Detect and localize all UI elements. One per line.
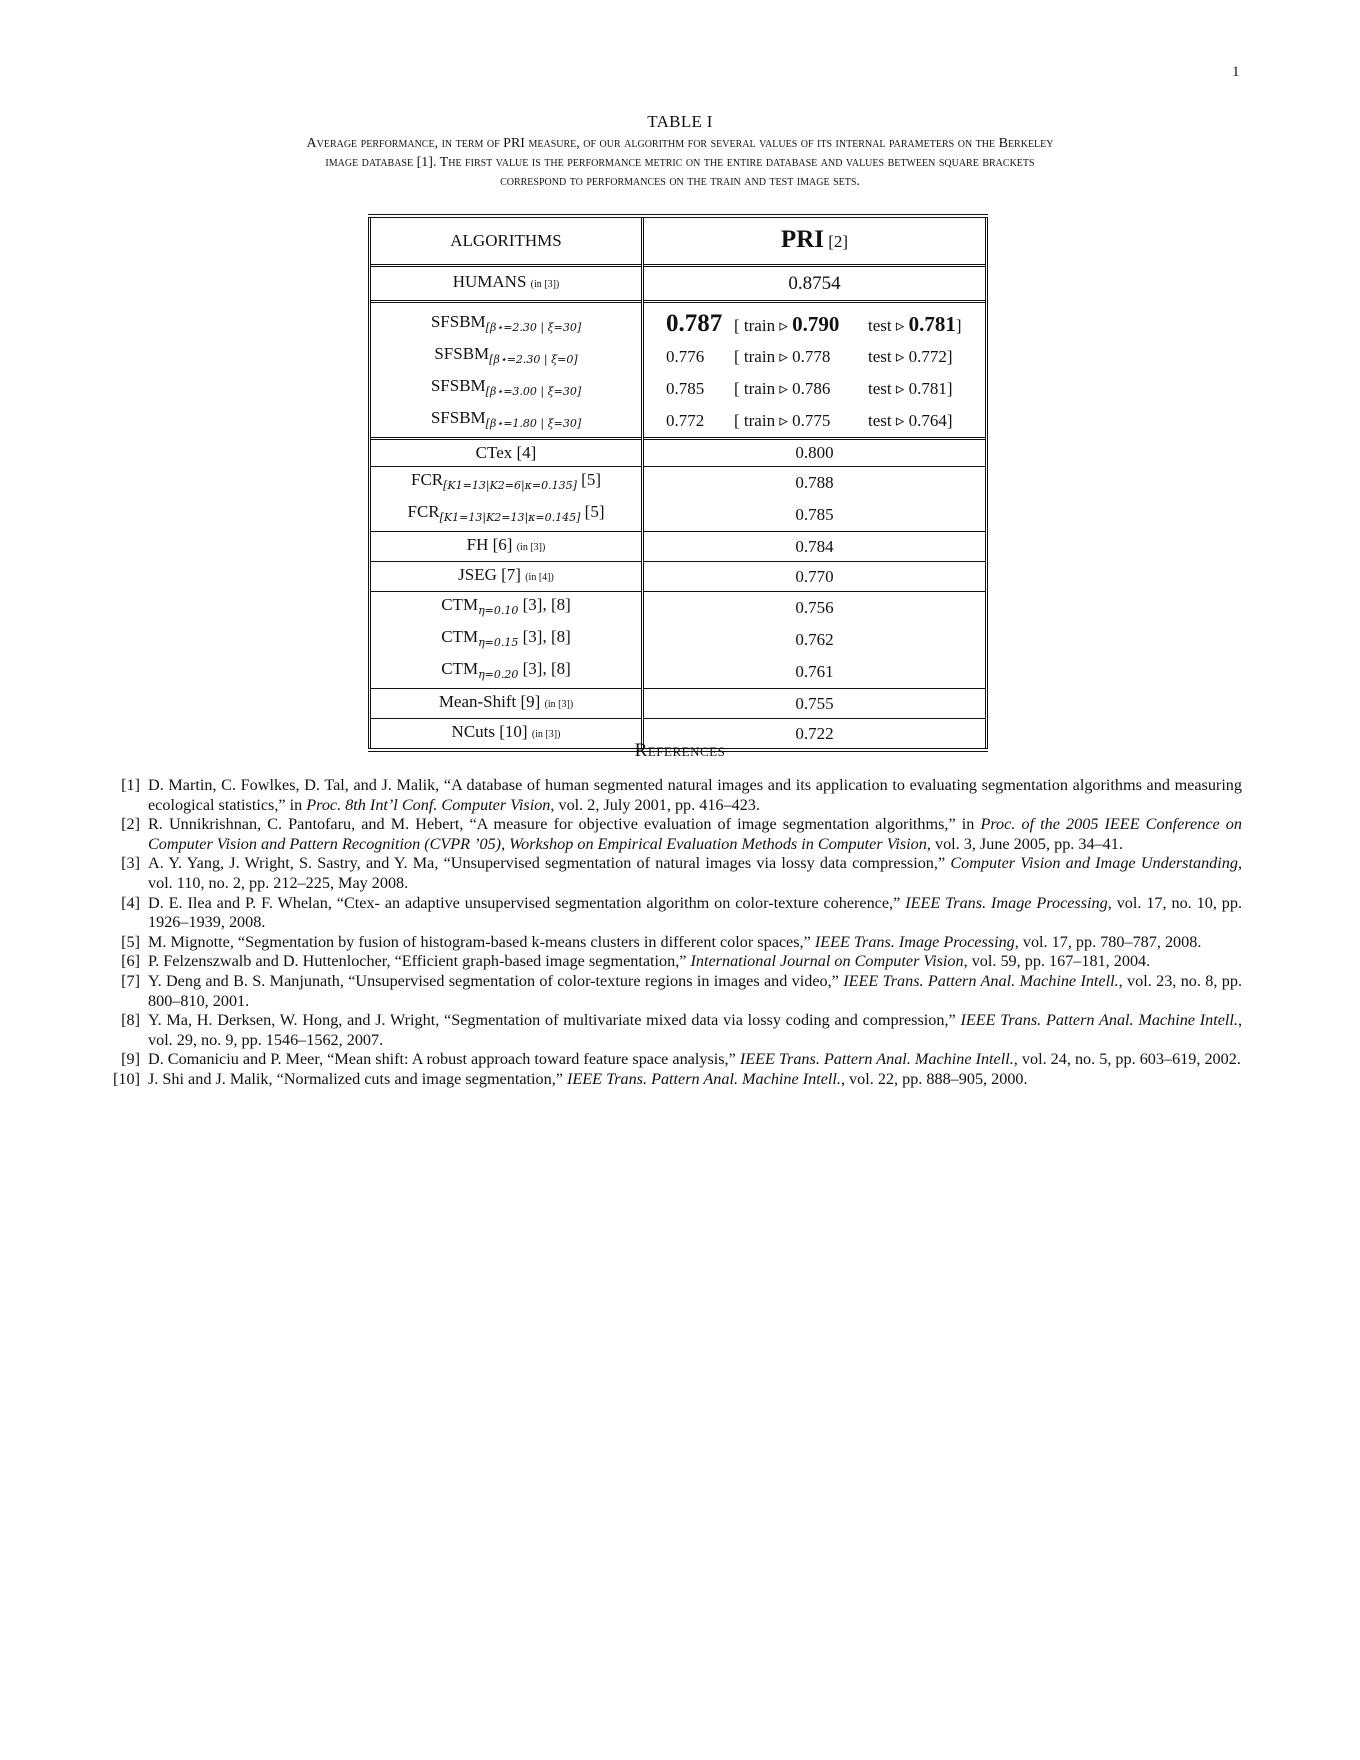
table-caption bbox=[100, 112, 1260, 191]
reference-text: D. Comaniciu and P. Meer, “Mean shift: A robust approach toward feature space analysis,” IEEE Trans. Pattern Anal. Machine Intell., vol. 24, no. 5, pp. 603–619, 2002. bbox=[148, 1050, 1241, 1069]
reference-text: J. Shi and J. Malik, “Normalized cuts and image segmentation,” IEEE Trans. Pattern Anal. Machine Intell., vol. 22, pp. 888–905, 2000. bbox=[148, 1069, 1028, 1088]
pri-value: 0.756 bbox=[643, 592, 987, 625]
algorithm-name: $SFSBM_{[\beta⋆=2.30 | \xi=30]}$ bbox=[370, 302, 643, 342]
pri-value: 0.722 bbox=[643, 719, 987, 749]
pri-value: 0.784 bbox=[643, 532, 987, 562]
reference-text: Y. Deng and B. S. Manjunath, “Unsupervised segmentation of color-texture regions in images and video,” IEEE Trans. Pattern Anal. Machine Intell., vol. 23, no. 8, pp. 800–810, 2001. bbox=[148, 971, 1242, 1010]
table-row bbox=[370, 341, 987, 373]
page-number: 1 bbox=[1232, 64, 1240, 80]
reference-text: D. Martin, C. Fowlkes, D. Tal, and J. Malik, “A database of human segmented natural images and its application to evaluating segmentation algorithms and measuring ecological statistics,” in Proc. 8th Int’l Conf. Computer Vision, vol. 2, July 2001, pp. 416–423. bbox=[148, 776, 1242, 814]
reference-number: [4] bbox=[121, 893, 140, 912]
algorithm-name: FH [6] (in [3]) bbox=[370, 532, 643, 562]
caption-line: correspond to performances on the train and test image sets. bbox=[500, 174, 860, 189]
table-row bbox=[370, 439, 987, 467]
reference-number: [3] bbox=[121, 854, 140, 873]
algorithm-name: CTex [4] bbox=[370, 439, 643, 467]
table-row bbox=[370, 532, 987, 562]
reference-number: [2] bbox=[121, 815, 140, 834]
reference-number: [6] bbox=[121, 952, 140, 971]
table-row bbox=[370, 302, 987, 342]
algorithm-name: $SFSBM_{[\beta⋆=3.00 | \xi=30]}$ bbox=[370, 373, 643, 405]
caption-line: image database [1]. The first value is the performance metric on the entire database and values between square brackets bbox=[325, 155, 1035, 170]
reference-item bbox=[100, 933, 1242, 953]
table-label: TABLE I bbox=[647, 112, 713, 131]
pri-value: 0.762 bbox=[643, 624, 987, 656]
algorithm-name: $CTM_{\eta=0.10}$ [3], [8] bbox=[370, 592, 643, 625]
reference-item bbox=[100, 894, 1242, 933]
algorithm-name: $FCR_{[K1=13|K2=13|\kappa=0.145]}$ [5] bbox=[370, 499, 643, 532]
table-top-rule bbox=[368, 214, 988, 215]
reference-item bbox=[100, 1070, 1242, 1090]
reference-number: [5] bbox=[121, 932, 140, 951]
algorithm-name: Mean-Shift [9] (in [3]) bbox=[370, 689, 643, 719]
results-table bbox=[368, 214, 988, 752]
reference-number: [7] bbox=[121, 971, 140, 990]
header-algorithms: ALGORITHMS bbox=[370, 218, 643, 266]
algorithm-name: $CTM_{\eta=0.15}$ [3], [8] bbox=[370, 624, 643, 656]
reference-number: [10] bbox=[113, 1069, 140, 1088]
table-row bbox=[370, 266, 987, 302]
table-row bbox=[370, 592, 987, 625]
pri-value: 0.785 [ train ▹ 0.786 test ▹ 0.781] bbox=[643, 373, 987, 405]
algorithm-name: JSEG [7] (in [4]) bbox=[370, 562, 643, 592]
pri-value: 0.770 bbox=[643, 562, 987, 592]
reference-item bbox=[100, 1011, 1242, 1050]
pri-value: 0.800 bbox=[643, 439, 987, 467]
algorithm-name: NCuts [10] (in [3]) bbox=[370, 719, 643, 749]
reference-text: Y. Ma, H. Derksen, W. Hong, and J. Wright, “Segmentation of multivariate mixed data via lossy coding and compression,” IEEE Trans. Pattern Anal. Machine Intell., vol. 29, no. 9, pp. 1546–1562, 2007. bbox=[148, 1011, 1242, 1049]
caption-text bbox=[100, 134, 1260, 191]
table-row bbox=[370, 499, 987, 532]
reference-text: A. Y. Yang, J. Wright, S. Sastry, and Y. Ma, “Unsupervised segmentation of natural images via lossy data compression,” Computer Vision and Image Understanding, vol. 110, no. 2, pp. 212–225, May 2008. bbox=[148, 854, 1242, 892]
reference-item bbox=[100, 815, 1242, 854]
pri-value: 0.8754 bbox=[643, 266, 987, 302]
table-row bbox=[370, 624, 987, 656]
pri-value: 0.788 bbox=[643, 467, 987, 500]
table-row bbox=[370, 405, 987, 439]
reference-item bbox=[100, 854, 1242, 893]
reference-item bbox=[100, 1050, 1242, 1070]
table-row bbox=[370, 373, 987, 405]
table-row bbox=[370, 562, 987, 592]
algorithm-name: $CTM_{\eta=0.20}$ [3], [8] bbox=[370, 656, 643, 689]
reference-item bbox=[100, 972, 1242, 1011]
pri-value: 0.772 [ train ▹ 0.775 test ▹ 0.764] bbox=[643, 405, 987, 439]
table-row bbox=[370, 656, 987, 689]
table-row bbox=[370, 689, 987, 719]
reference-number: [9] bbox=[121, 1050, 140, 1069]
reference-item bbox=[100, 952, 1242, 972]
pri-value: 0.755 bbox=[643, 689, 987, 719]
reference-item bbox=[100, 776, 1242, 815]
reference-number: [1] bbox=[121, 776, 140, 794]
algorithm-name: $SFSBM_{[\beta⋆=1.80 | \xi=30]}$ bbox=[370, 405, 643, 439]
reference-number: [8] bbox=[121, 1011, 140, 1030]
algorithm-name: $SFSBM_{[\beta⋆=2.30 | \xi=0]}$ bbox=[370, 341, 643, 373]
caption-line: Average performance, in term of PRI measure, of our algorithm for several values of its internal parameters on the Berkeley bbox=[306, 136, 1054, 151]
references-heading: References bbox=[634, 740, 726, 761]
algorithm-name: $FCR_{[K1=13|K2=6|\kappa=0.135]}$ [5] bbox=[370, 467, 643, 500]
references-list bbox=[100, 776, 1242, 1090]
reference-text: P. Felzenszwalb and D. Huttenlocher, “Efficient graph-based image segmentation,” International Journal on Computer Vision, vol. 59, pp. 167–181, 2004. bbox=[148, 952, 1151, 971]
reference-text: M. Mignotte, “Segmentation by fusion of histogram-based k-means clusters in different color spaces,” IEEE Trans. Image Processing, vol. 17, pp. 780–787, 2008. bbox=[148, 932, 1202, 951]
table-header-row bbox=[370, 218, 987, 266]
pri-value: 0.761 bbox=[643, 656, 987, 689]
pri-value: 0.776 [ train ▹ 0.778 test ▹ 0.772] bbox=[643, 341, 987, 373]
table-row bbox=[370, 467, 987, 500]
header-pri: PRI [2] bbox=[643, 218, 987, 266]
pri-value: 0.785 bbox=[643, 499, 987, 532]
algorithm-name: HUMANS (in [3]) bbox=[370, 266, 643, 302]
pri-value: 0.787 [ train ▹ 0.790 test ▹ 0.781] bbox=[643, 302, 987, 342]
reference-text: R. Unnikrishnan, C. Pantofaru, and M. Hebert, “A measure for objective evaluation of image segmentation algorithms,” in Proc. of the 2005 IEEE Conference on Computer Vision and Pattern Recognition (CVPR ’05), Workshop on Empirical Evaluation Methods in Computer Vision, vol. 3, June 2005, pp. 34–41. bbox=[148, 815, 1242, 853]
reference-text: D. E. Ilea and P. F. Whelan, “Ctex- an adaptive unsupervised segmentation algorithm on color-texture coherence,” IEEE Trans. Image Processing, vol. 17, no. 10, pp. 1926–1939, 2008. bbox=[148, 893, 1243, 932]
